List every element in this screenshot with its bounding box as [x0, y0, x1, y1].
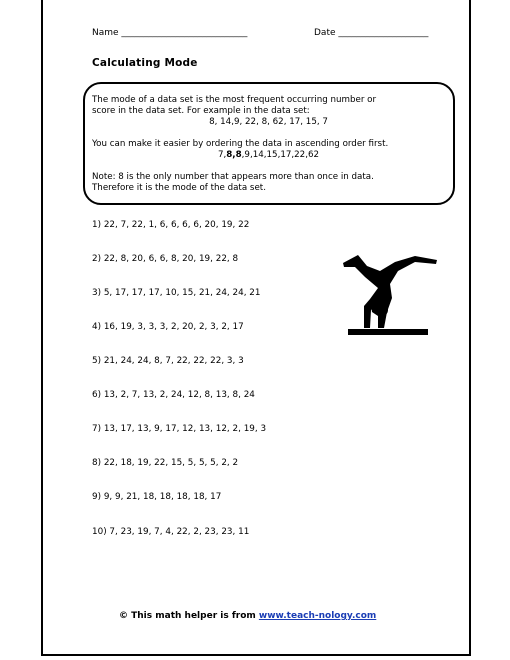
- date-field[interactable]: Date ____________________: [314, 28, 429, 38]
- page-title: Calculating Mode: [92, 57, 198, 69]
- footer-text: © This math helper is from: [119, 611, 259, 621]
- definition-line-2: score in the data set. For example in the data set:: [92, 106, 310, 116]
- ordered-mode-values: 8,8: [226, 150, 242, 160]
- problem-1: 1) 22, 7, 22, 1, 6, 6, 6, 6, 20, 19, 22: [92, 220, 250, 230]
- problem-4: 4) 16, 19, 3, 3, 3, 2, 20, 2, 3, 2, 17: [92, 322, 244, 332]
- footer-link[interactable]: www.teach-nology.com: [258, 611, 377, 621]
- ordered-data-set: [92, 150, 445, 161]
- ordered-prefix: 7,: [217, 150, 227, 160]
- problem-3: 3) 5, 17, 17, 17, 10, 15, 21, 24, 24, 21: [92, 288, 261, 298]
- ordering-tip: You can make it easier by ordering the data in ascending order first.: [92, 139, 389, 149]
- definition-line-1: The mode of a data set is the most frequent occurring number or: [92, 95, 377, 105]
- problem-5: 5) 21, 24, 24, 8, 7, 22, 22, 22, 3, 3: [92, 356, 244, 366]
- problem-2: 2) 22, 8, 20, 6, 6, 8, 20, 19, 22, 8: [92, 254, 239, 264]
- note-line-2: Therefore it is the mode of the data set.: [92, 183, 266, 193]
- name-field[interactable]: Name ____________________________: [92, 28, 248, 38]
- problem-7: 7) 13, 17, 13, 9, 17, 12, 13, 12, 2, 19, 3: [92, 424, 267, 434]
- explanation-box: [83, 82, 455, 205]
- problem-6: 6) 13, 2, 7, 13, 2, 24, 12, 8, 13, 8, 24: [92, 390, 255, 400]
- problem-9: 9) 9, 9, 21, 18, 18, 18, 18, 17: [92, 492, 222, 502]
- footer-credit: [119, 611, 376, 621]
- note-line-1: Note: 8 is the only number that appears more than once in data.: [92, 172, 374, 182]
- gymnast-on-balance-beam-icon: [340, 244, 440, 343]
- ordered-suffix: ,9,14,15,17,22,62: [241, 150, 320, 160]
- example-data-set: 8, 14,9, 22, 8, 62, 17, 15, 7: [209, 117, 328, 127]
- problem-8: 8) 22, 18, 19, 22, 15, 5, 5, 5, 2, 2: [92, 458, 239, 468]
- problem-10: 10) 7, 23, 19, 7, 4, 22, 2, 23, 23, 11: [92, 527, 250, 537]
